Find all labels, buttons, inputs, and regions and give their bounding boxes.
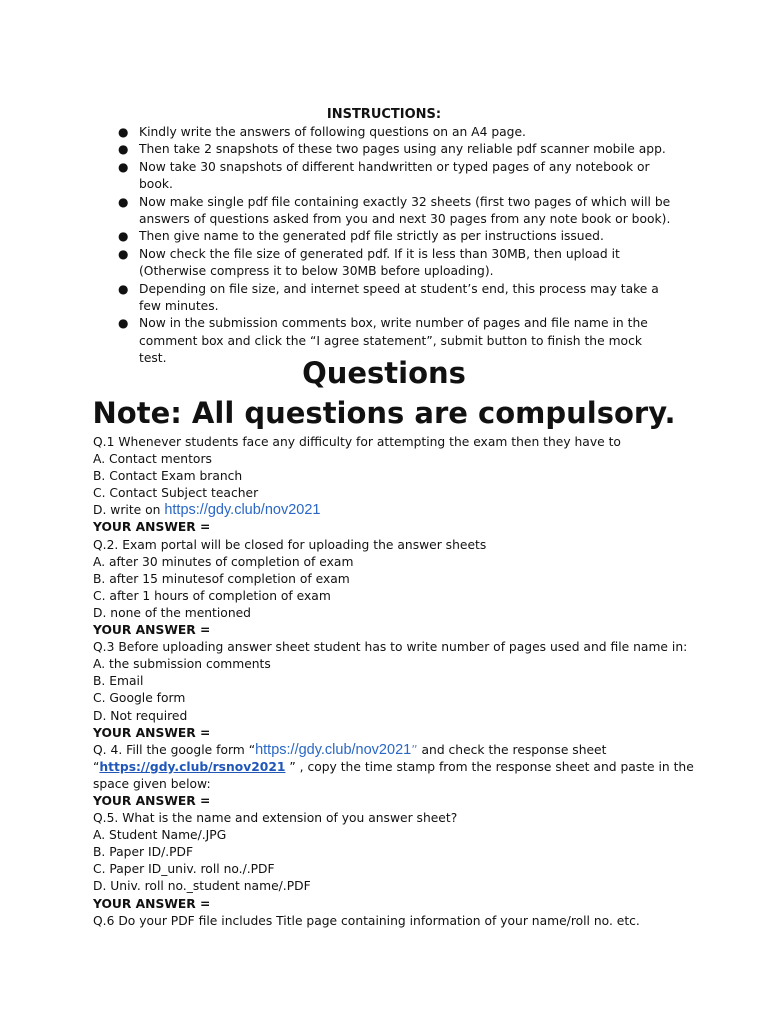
bullet-icon: ● <box>118 142 129 157</box>
bullet-icon: ● <box>118 229 129 244</box>
instruction-item: ● Now take 30 snapshots of different handwritten or typed pages of any notebook or book. <box>118 159 650 192</box>
questions-heading: Questions <box>302 356 466 390</box>
question-6-text: Q.6 Do your PDF file includes Title page containing information of your name/roll no. etc. <box>93 913 640 928</box>
q5-option-d: D. Univ. roll no._student name/.PDF <box>93 879 311 894</box>
instructions-title: INSTRUCTIONS: <box>326 107 442 122</box>
q3-option-c: C. Google form <box>93 691 186 706</box>
instruction-item: ● Then give name to the generated pdf file strictly as per instructions issued. <box>112 228 672 245</box>
bullet-icon: ● <box>118 125 129 139</box>
q3-answer-label: YOUR ANSWER = <box>93 725 211 740</box>
q1-option-c: C. Contact Subject teacher <box>93 486 259 501</box>
bullet-icon: ● <box>118 316 129 331</box>
question-1-text: Q.1 Whenever students face any difficulty for attempting the exam then they have to <box>93 435 621 449</box>
q1-answer-label: YOUR ANSWER = <box>93 520 211 535</box>
q2-option-c: C. after 1 hours of completion of exam <box>93 588 331 603</box>
q3-option-d: D. Not required <box>93 708 188 723</box>
instruction-item: ● Now make single pdf file containing exactly 32 sheets (first two pages of which will be answers of questions asked from you and next 30 pages from any note book or book). <box>118 194 671 227</box>
q3-option-a: A. the submission comments <box>93 657 271 672</box>
instruction-item: ● Depending on file size, and internet speed at student’s end, this process may take a few minutes. <box>118 281 659 314</box>
instruction-item: ● Kindly write the answers of following questions on an A4 page. <box>112 124 672 141</box>
bullet-icon: ● <box>118 246 129 261</box>
q4-answer-label: YOUR ANSWER = <box>93 793 211 808</box>
q2-option-d: D. none of the mentioned <box>93 605 251 620</box>
questions-section <box>93 434 698 930</box>
bullet-icon: ● <box>118 194 129 209</box>
q1-option-a: A. Contact mentors <box>93 452 212 467</box>
question-4-line2: “https://gdy.club/rsnov2021 ” , copy the time stamp from the response sheet and paste in the <box>93 759 694 774</box>
note-heading: Note: All questions are compulsory. <box>92 396 676 430</box>
nov2021-link[interactable]: https://gdy.club/nov2021 <box>164 502 321 519</box>
question-2-text: Q.2. Exam portal will be closed for uploading the answer sheets <box>93 537 487 552</box>
q5-option-c: C. Paper ID_univ. roll no./.PDF <box>93 862 275 877</box>
question-5-text: Q.5. What is the name and extension of you answer sheet? <box>93 811 458 826</box>
response-sheet-link[interactable]: https://gdy.club/rsnov2021 <box>99 759 286 774</box>
instruction-item: ● Now check the file size of generated pdf. If it is less than 30MB, then upload it (Otherwise compress it to below 30MB before uploading). <box>118 246 620 279</box>
instructions-list <box>112 124 672 368</box>
instruction-item: ● Now in the submission comments box, write number of pages and file name in the comment box and click the “I agree statement”, submit button to finish the mock test. <box>118 316 648 366</box>
instruction-item: ● Then take 2 snapshots of these two pages using any reliable pdf scanner mobile app. <box>112 141 672 158</box>
google-form-link[interactable]: https://gdy.club/nov2021 <box>255 741 412 758</box>
q5-option-b: B. Paper ID/.PDF <box>93 845 194 860</box>
question-3-text: Q.3 Before uploading answer sheet student has to write number of pages used and file name in: <box>93 640 688 655</box>
q2-option-a: A. after 30 minutes of completion of exam <box>93 554 354 569</box>
q1-option-d: D. write on https://gdy.club/nov2021 <box>93 502 321 519</box>
bullet-icon: ● <box>118 281 129 296</box>
q2-option-b: B. after 15 minutesof completion of exam <box>93 571 350 586</box>
q2-answer-label: YOUR ANSWER = <box>93 623 211 638</box>
q5-answer-label: YOUR ANSWER = <box>93 896 211 911</box>
question-4-text: Q. 4. Fill the google form “https://gdy.club/nov2021” and check the response sheet <box>93 741 607 758</box>
q5-option-a: A. Student Name/.JPG <box>93 828 227 843</box>
q3-option-b: B. Email <box>93 674 144 689</box>
bullet-icon: ● <box>118 159 129 174</box>
q1-option-b: B. Contact Exam branch <box>93 469 243 484</box>
question-4-line3: space given below: <box>93 776 211 791</box>
